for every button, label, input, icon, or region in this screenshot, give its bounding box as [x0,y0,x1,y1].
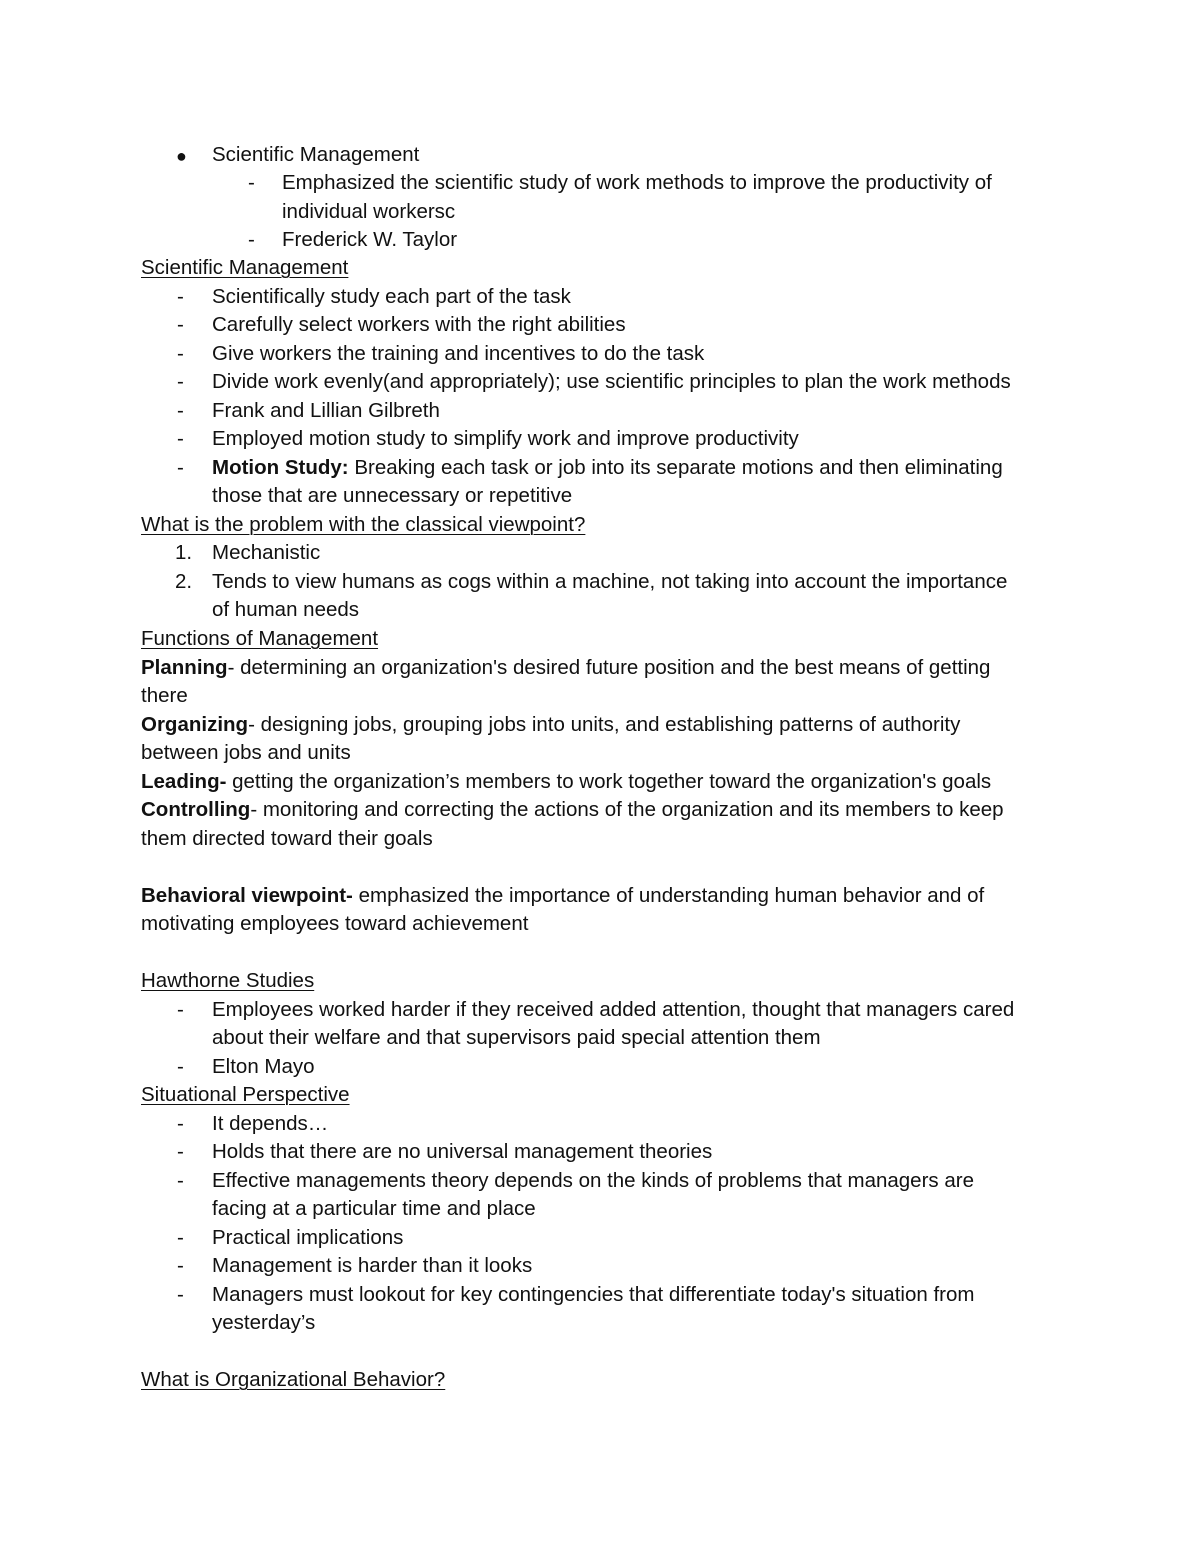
behavioral-text: emphasized the importance of understanding human behavior and of [352,884,985,907]
dash-marker: - [248,228,255,251]
number-marker: 1. [175,541,193,564]
dash-marker: - [177,427,184,450]
planning-text: - determining an organization's desired future position and the best means of getting [227,656,991,679]
dash-marker: - [177,998,184,1021]
motion-study-text: Breaking each task or job into its separate motions and then eliminating [348,456,1003,479]
definition-continuation: there [141,684,188,707]
list-item-continuation: yesterday’s [212,1311,316,1334]
numbered-item-continuation: of human needs [212,598,360,621]
dash-marker: - [177,1055,184,1078]
list-item: Managers must lookout for key contingencies that differentiate today's situation from [212,1283,975,1306]
bullet-dot: ● [176,146,187,166]
section-heading-org-behavior: What is Organizational Behavior? [141,1368,446,1391]
sub-item-continuation: individual workersc [282,200,456,223]
section-heading-hawthorne: Hawthorne Studies [141,969,315,992]
list-item: Scientifically study each part of the task [212,285,571,308]
definition-organizing [141,711,960,739]
bullet-title: Scientific Management [212,143,420,166]
dash-marker: - [177,1112,184,1135]
sub-item: Emphasized the scientific study of work methods to improve the productivity of [282,171,992,194]
organizing-term: Organizing [141,713,249,736]
list-item: Practical implications [212,1226,404,1249]
list-item: Carefully select workers with the right abilities [212,313,626,336]
list-item: Employed motion study to simplify work and improve productivity [212,427,799,450]
section-heading-functions: Functions of Management [141,627,379,650]
dash-marker: - [177,1140,184,1163]
definition-behavioral [141,882,984,910]
list-item: It depends… [212,1112,329,1135]
dash-marker: - [177,370,184,393]
controlling-text: - monitoring and correcting the actions of the organization and its members to keep [250,798,1004,821]
dash-marker: - [177,342,184,365]
controlling-term: Controlling [141,798,251,821]
dash-marker: - [177,1226,184,1249]
definition-planning [141,654,990,682]
definition-continuation: motivating employees toward achievement [141,912,529,935]
list-item: Management is harder than it looks [212,1254,533,1277]
dash-marker: - [248,171,255,194]
organizing-text: - designing jobs, grouping jobs into units, and establishing patterns of authority [248,713,961,736]
dash-marker: - [177,313,184,336]
dash-marker: - [177,1169,184,1192]
number-marker: 2. [175,570,193,593]
planning-term: Planning [141,656,228,679]
list-item: Divide work evenly(and appropriately); use scientific principles to plan the work methods [212,370,1011,393]
numbered-item: Tends to view humans as cogs within a machine, not taking into account the importance [212,570,1008,593]
definition-continuation: them directed toward their goals [141,827,433,850]
dash-marker: - [177,1283,184,1306]
dash-marker: - [177,1254,184,1277]
dash-marker: - [177,456,184,479]
list-item: Elton Mayo [212,1055,315,1078]
definition-continuation: between jobs and units [141,741,351,764]
leading-term: Leading- [141,770,227,793]
motion-study-term: Motion Study: [212,456,349,479]
leading-text: getting the organization’s members to work together toward the organization's goals [226,770,992,793]
section-heading-situational: Situational Perspective [141,1083,350,1106]
dash-marker: - [177,399,184,422]
list-item: Holds that there are no universal management theories [212,1140,713,1163]
definition-leading [141,768,991,796]
section-heading-scientific: Scientific Management [141,256,349,279]
sub-item: Frederick W. Taylor [282,228,458,251]
definition-controlling [141,796,1004,824]
list-item-motion-study [212,454,1003,482]
list-item: Employees worked harder if they received added attention, thought that managers cared [212,998,1015,1021]
list-item-continuation: about their welfare and that supervisors paid special attention them [212,1026,821,1049]
list-item: Effective managements theory depends on the kinds of problems that managers are [212,1169,974,1192]
behavioral-term: Behavioral viewpoint- [141,884,353,907]
list-item-continuation: facing at a particular time and place [212,1197,536,1220]
section-heading-problem: What is the problem with the classical viewpoint? [141,513,586,536]
numbered-item: Mechanistic [212,541,321,564]
dash-marker: - [177,285,184,308]
list-item: Give workers the training and incentives to do the task [212,342,705,365]
list-item: Frank and Lillian Gilbreth [212,399,440,422]
list-item-continuation: those that are unnecessary or repetitive [212,484,573,507]
